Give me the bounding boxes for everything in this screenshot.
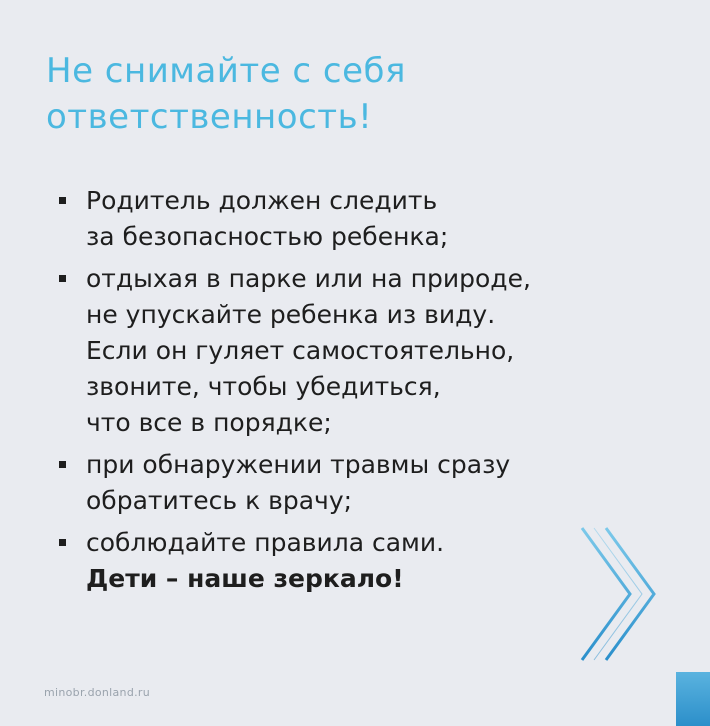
emphasis-line: Дети – наше зеркало!	[86, 564, 404, 593]
list-item	[48, 447, 648, 519]
corner-square	[676, 672, 710, 726]
list-item-line: отдыхая в парке или на природе,	[86, 264, 531, 293]
advice-list	[48, 183, 648, 603]
list-item-line: звоните, чтобы убедиться,	[86, 372, 441, 401]
list-item-line: не упускайте ребенка из виду.	[86, 300, 496, 329]
list-item	[48, 261, 648, 441]
bullet-square-icon	[59, 539, 66, 546]
list-item-line: Родитель должен следить	[86, 186, 438, 215]
list-item-line: что все в порядке;	[86, 408, 332, 437]
bullet-square-icon	[59, 197, 66, 204]
source-url: minobr.donland.ru	[44, 686, 150, 699]
title-line-2: ответственность!	[46, 97, 373, 137]
list-item	[48, 525, 648, 597]
list-item-line: обратитесь к врачу;	[86, 486, 353, 515]
bullet-square-icon	[59, 461, 66, 468]
list-item	[48, 183, 648, 255]
bullet-square-icon	[59, 275, 66, 282]
list-item-line: соблюдайте правила сами.	[86, 528, 445, 557]
list-item-line: при обнаружении травмы сразу	[86, 450, 511, 479]
page-title	[46, 48, 606, 140]
list-item-line: за безопасностью ребенка;	[86, 222, 449, 251]
list-item-line: Если он гуляет самостоятельно,	[86, 336, 515, 365]
title-line-1: Не снимайте с себя	[46, 51, 406, 91]
double-chevron-right-icon	[572, 522, 672, 666]
